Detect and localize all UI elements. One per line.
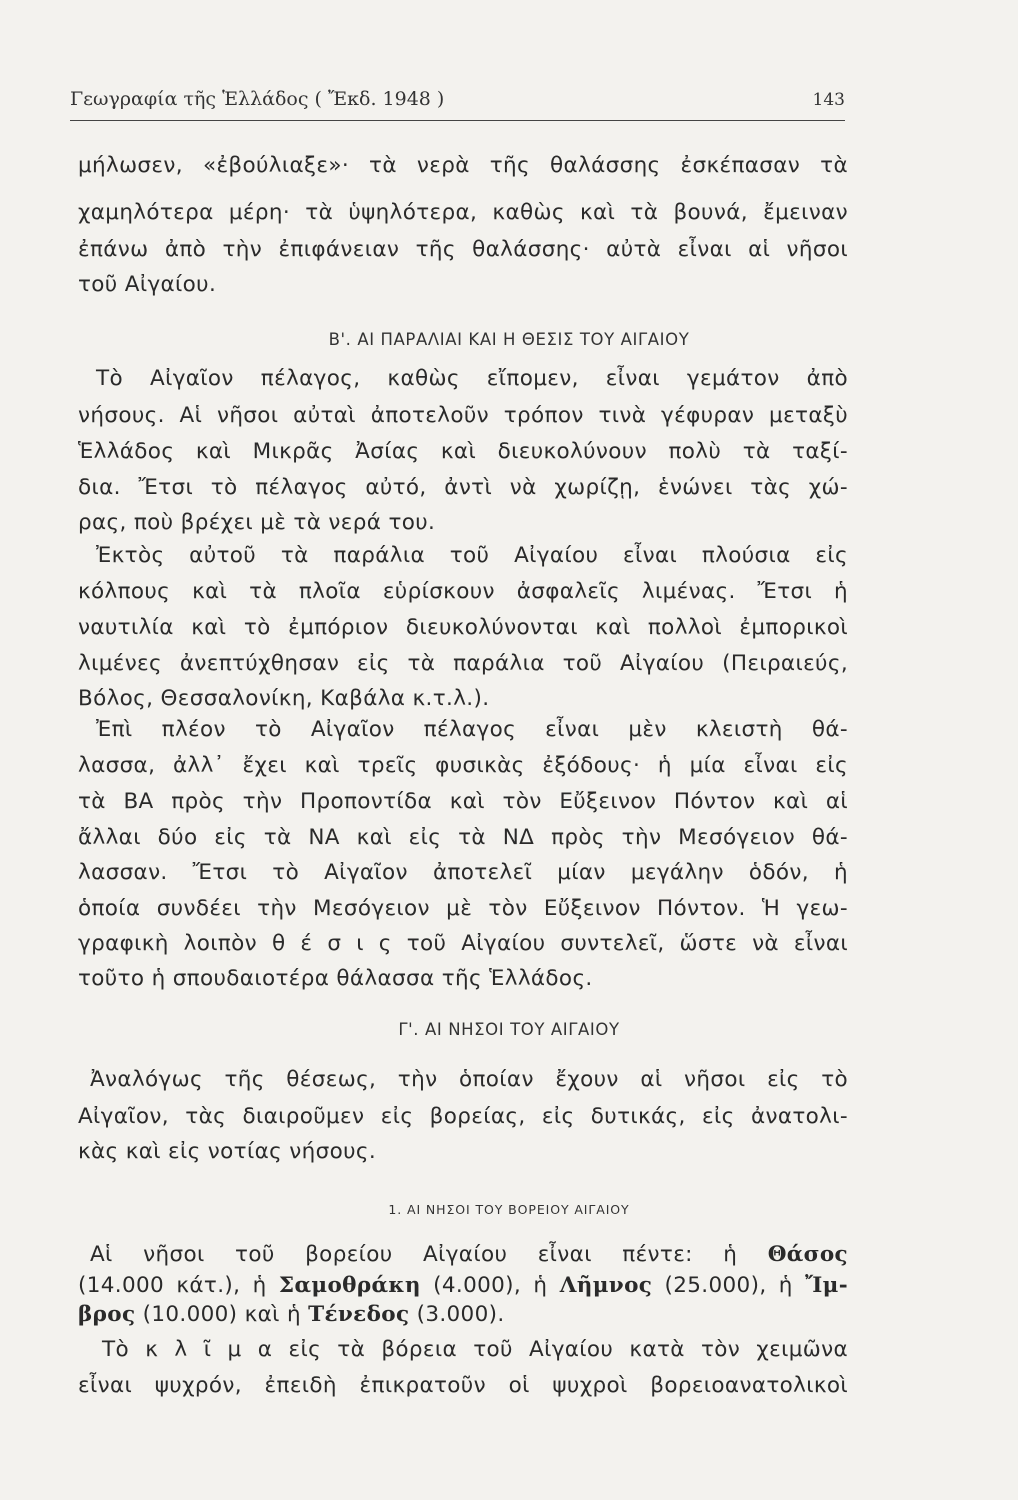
text-line: ναυτιλία καὶ τὸ ἐμπόριον διευκολύνονται καὶ πολλοὶ ἐμπορικοὶ [78,615,848,640]
text-line: (14.000 κάτ.), ἡ Σαμοθράκη (4.000), ἡ Λῆμνος (25.000), ἡ Ἴμ- [78,1273,848,1298]
text-line: κὰς καὶ εἰς νοτίας νήσους. [78,1139,377,1164]
text-line: τὰ ΒΑ πρὸς τὴν Προποντίδα καὶ τὸν Εὔξεινον Πόντον καὶ αἱ [78,789,848,814]
text-line: γραφικὴ λοιπὸν θ έ σ ι ς τοῦ Αἰγαίου συντελεῖ, ὥστε νὰ εἶναι [78,931,848,956]
section-heading: Β'. ΑΙ ΠΑΡΑΛΙΑΙ ΚΑΙ Η ΘΕΣΙΣ ΤΟΥ ΑΙΓΑΙΟΥ [328,330,690,349]
section-heading: 1. ΑΙ ΝΗΣΟΙ ΤΟΥ ΒΟΡΕΙΟΥ ΑΙΓΑΙΟΥ [388,1202,630,1217]
text-line: εἶναι ψυχρόν, ἐπειδὴ ἐπικρατοῦν οἱ ψυχροὶ βορειοανατολικοὶ [78,1373,848,1398]
running-header [70,84,845,121]
text-line: Ἑλλάδος καὶ Μικρᾶς Ἀσίας καὶ διευκολύνουν πολὺ τὰ ταξί- [78,439,848,464]
text-line: τοῦτο ἡ σπουδαιοτέρα θάλασσα τῆς Ἑλλάδος. [78,966,593,991]
text-line: Τὸ Αἰγαῖον πέλαγος, καθὼς εἴπομεν, εἶναι γεμάτον ἀπὸ [96,366,848,391]
text-line: ὁποία συνδέει τὴν Μεσόγειον μὲ τὸν Εὔξεινον Πόντον. Ἡ γεω- [78,896,848,921]
text-line: βρος (10.000) καὶ ἡ Τένεδος (3.000). [78,1302,505,1327]
text-line: Αἱ νῆσοι τοῦ βορείου Αἰγαίου εἶναι πέντε: ἡ Θάσος [90,1242,848,1267]
section-heading: Γ'. ΑΙ ΝΗΣΟΙ ΤΟΥ ΑΙΓΑΙΟΥ [398,1020,620,1039]
text-line: Αἰγαῖον, τὰς διαιροῦμεν εἰς βορείας, εἰς δυτικάς, εἰς ἀνατολι- [78,1104,848,1129]
text-line: κόλπους καὶ τὰ πλοῖα εὑρίσκουν ἀσφαλεῖς λιμένας. Ἔτσι ἡ [78,579,848,604]
text-line: Ἐκτὸς αὐτοῦ τὰ παράλια τοῦ Αἰγαίου εἶναι πλούσια εἰς [96,543,848,568]
text-line: ἄλλαι δύο εἰς τὰ ΝΑ καὶ εἰς τὰ ΝΔ πρὸς τὴν Μεσόγειον θά- [78,825,848,850]
text-line: λιμένες ἀνεπτύχθησαν εἰς τὰ παράλια τοῦ Αἰγαίου (Πειραιεύς, [78,651,848,676]
text-line: ρας, ποὺ βρέχει μὲ τὰ νερά του. [78,510,436,535]
text-line: Ἀναλόγως τῆς θέσεως, τὴν ὁποίαν ἔχουν αἱ νῆσοι εἰς τὸ [90,1067,848,1092]
text-line: νήσους. Αἱ νῆσοι αὐταὶ ἀποτελοῦν τρόπον τινὰ γέφυραν μεταξὺ [78,403,848,428]
text-line: λασσα, ἀλλ᾽ ἔχει καὶ τρεῖς φυσικὰς ἐξόδους· ἡ μία εἶναι εἰς [78,753,848,778]
text-line: δια. Ἔτσι τὸ πέλαγος αὐτό, ἀντὶ νὰ χωρίζῃ, ἑνώνει τὰς χώ- [78,475,848,500]
text-line: ἐπάνω ἀπὸ τὴν ἐπιφάνειαν τῆς θαλάσσης· αὐτὰ εἶναι αἱ νῆσοι [78,237,848,262]
text-line: χαμηλότερα μέρη· τὰ ὑψηλότερα, καθὼς καὶ τὰ βουνά, ἔμειναν [78,200,848,225]
text-line: τοῦ Αἰγαίου. [78,272,217,297]
text-line: λασσαν. Ἔτσι τὸ Αἰγαῖον ἀποτελεῖ μίαν μεγάλην ὁδόν, ἡ [78,860,848,885]
text-line: Ἐπὶ πλέον τὸ Αἰγαῖον πέλαγος εἶναι μὲν κλειστὴ θά- [96,717,848,742]
text-line: Βόλος, Θεσσαλονίκη, Καβάλα κ.τ.λ.). [78,686,490,711]
header-title: Γεωγραφία τῆς Ἑλλάδος ( Ἔκδ. 1948 ) [70,88,445,110]
text-line: Τὸ κ λ ῖ μ α εἰς τὰ βόρεια τοῦ Αἰγαίου κατὰ τὸν χειμῶνα [102,1337,848,1362]
page-number: 143 [812,90,845,110]
text-line: μήλωσεν, «ἐβούλιαξε»· τὰ νερὰ τῆς θαλάσσης ἐσκέπασαν τὰ [78,153,848,178]
